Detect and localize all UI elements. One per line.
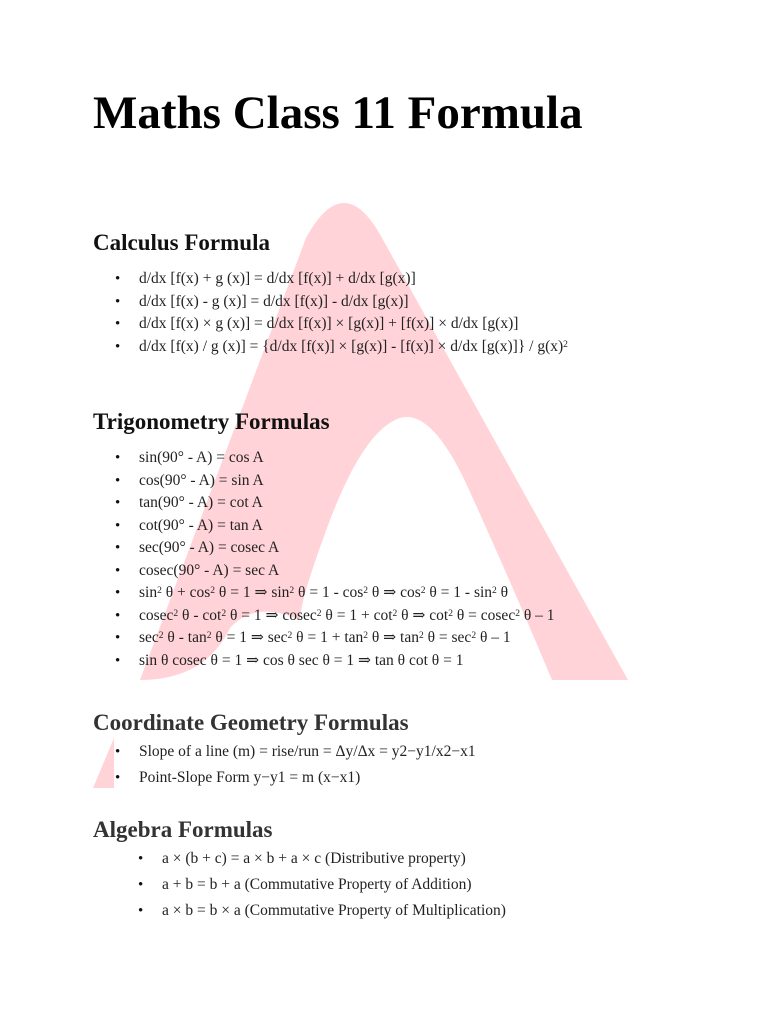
page-title: Maths Class 11 Formula <box>93 87 583 139</box>
algebra-heading: Algebra Formulas <box>93 817 273 842</box>
list-item: • cos(90° - A) = sin A <box>139 470 555 493</box>
list-item: • d/dx [f(x) × g (x)] = d/dx [f(x)] × [g(x)] + [f(x)] × d/dx [g(x)] <box>139 313 568 336</box>
algebra-list <box>162 846 506 924</box>
list-item: • Point-Slope Form y−y1 = m (x−x1) <box>139 765 476 791</box>
list-item: • cosec$^2$ $\theta - \cot^2 \theta = 1$ ⇒ cosec$^2$ $\theta = 1 + \cot^2 \theta$ ⇒ $\cot^2 \theta = cosec^2$ θ – 1 <box>139 605 555 628</box>
superscript-2: 2 <box>563 339 568 350</box>
trigonometry-heading: Trigonometry Formulas <box>93 409 330 434</box>
superscript-2: 2 <box>289 586 295 596</box>
list-item: • d/dx [f(x) - g (x)] = d/dx [f(x)] - d/dx [g(x)] <box>139 291 568 314</box>
superscript-2: 2 <box>157 586 162 596</box>
superscript-2: 2 <box>515 608 520 619</box>
superscript-2: 2 <box>363 631 368 641</box>
superscript-2: 2 <box>316 608 322 619</box>
coordinate-list <box>139 739 476 791</box>
list-item: • $\sec^2 \theta - \tan^2 \theta = 1$ ⇒ $\sec^2 \theta = 1 + \tan^2 \theta$ ⇒ $\tan^2 \theta = \sec^2 \theta - 1$ <box>139 627 555 650</box>
superscript-2: 2 <box>448 608 453 619</box>
superscript-2: 2 <box>471 631 477 641</box>
superscript-2: 2 <box>287 631 293 641</box>
superscript-2: 2 <box>158 631 164 641</box>
list-item: • sin θ cosec θ = 1 ⇒ cos θ sec θ = 1 ⇒ tan θ cot θ = 1 <box>139 650 555 673</box>
list-item: • $\sin^2 \theta + \cos^2 \theta = 1$ ⇒ $\sin^2 \theta = 1 - \cos^2 \theta$ ⇒ $\cos^2 \theta = 1 - \sin^2 \theta$ <box>139 582 555 605</box>
superscript-2: 2 <box>210 586 216 596</box>
superscript-2: 2 <box>420 586 426 596</box>
list-item: • a + b = b + a (Commutative Property of Addition) <box>162 872 506 898</box>
list-item: • d/dx [f(x) + g (x)] = d/dx [f(x)] + d/dx [g(x)] <box>139 268 568 291</box>
trigonometry-list <box>139 447 555 672</box>
list-item: • sec(90° - A) = cosec A <box>139 537 555 560</box>
superscript-2: 2 <box>392 608 398 619</box>
calculus-heading: Calculus Formula <box>93 230 270 255</box>
superscript-2: 2 <box>173 608 179 619</box>
superscript-2: 2 <box>363 586 369 596</box>
superscript-2: 2 <box>418 631 424 641</box>
list-item: • cosec(90° - A) = sec A <box>139 560 555 583</box>
superscript-2: 2 <box>206 631 212 641</box>
list-item: • d/dx [f(x) / g (x)] = {d/dx [f(x)] × [g(x)] - [f(x)] × d/dx $[g(x)]\} / g(x)^2$ <box>139 336 568 359</box>
list-item: • cot(90° - A) = tan A <box>139 515 555 538</box>
coordinate-heading: Coordinate Geometry Formulas <box>93 710 409 735</box>
list-item: • a × (b + c) = a × b + a × c (Distributive property) <box>162 846 506 872</box>
list-item: • tan(90° - A) = cot A <box>139 492 555 515</box>
list-item: • Slope of a line (m) = rise/run = Δy/Δx = y2−y1/x2−x1 <box>139 739 476 765</box>
list-item: • a × b = b × a (Commutative Property of Multiplication) <box>162 898 506 924</box>
list-item: • sin(90° - A) = cos A <box>139 447 555 470</box>
superscript-2: 2 <box>221 608 227 619</box>
superscript-2: 2 <box>492 586 497 596</box>
calculus-list <box>139 268 568 358</box>
